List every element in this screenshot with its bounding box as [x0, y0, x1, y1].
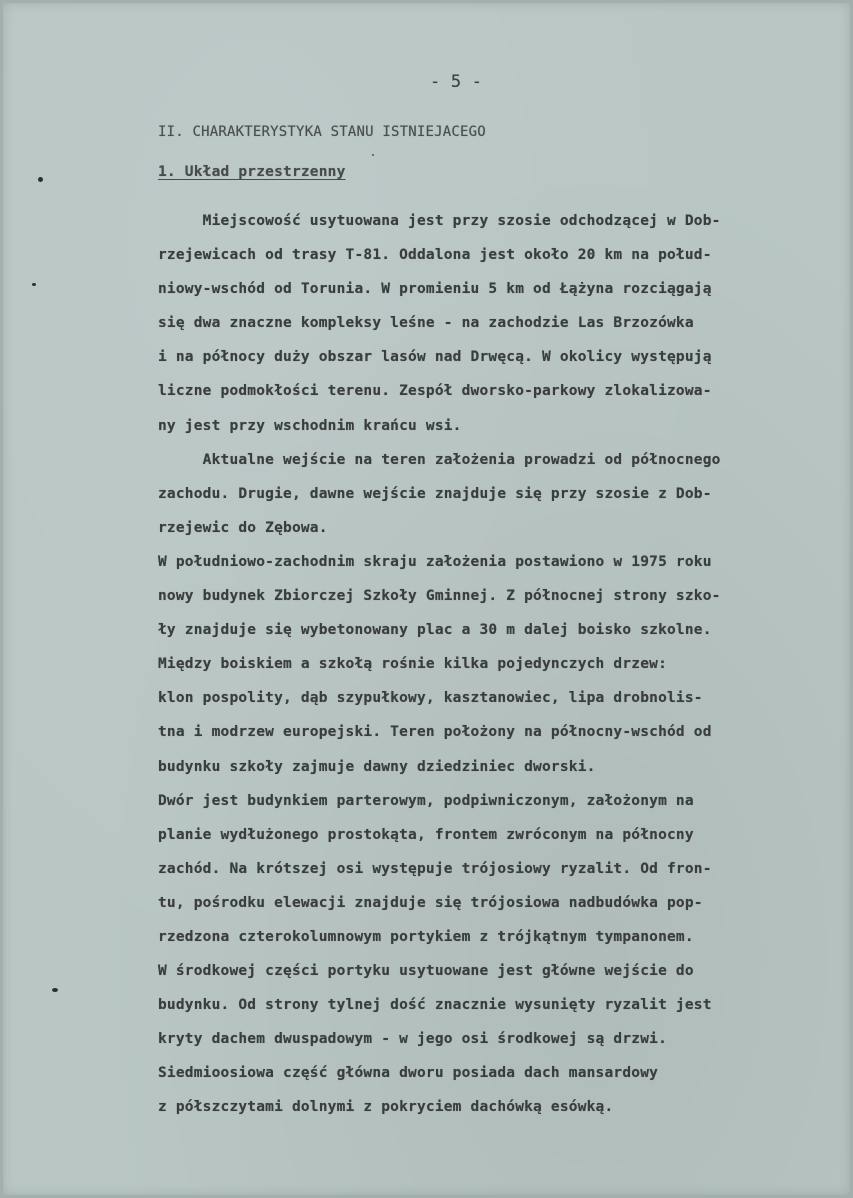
text-line: kryty dachem dwuspadowym - w jego osi środkowej są drzwi. [158, 1031, 667, 1048]
text-line: Aktualne wejście na teren założenia prowadzi od północnego [158, 451, 721, 468]
text-line: rzedzona czterokolumnowym portykiem z trójkątnym tympanonem. [158, 928, 694, 945]
text-line: tu, pośrodku elewacji znajduje się trójosiowa nadbudówka pop- [158, 894, 703, 911]
text-line: W środkowej części portyku usytuowane jest główne wejście do [158, 963, 694, 980]
margin-mark [52, 988, 58, 992]
section-title: II. CHARAKTERYSTYKA STANU ISTNIEJACEGO [158, 124, 486, 140]
text-line: Między boiskiem a szkołą rośnie kilka pojedynczych drzew: [158, 656, 667, 673]
text-line: ny jest przy wschodnim krańcu wsi. [158, 417, 462, 434]
margin-mark [38, 177, 43, 182]
text-line: ły znajduje się wybetonowany plac a 30 m dalej boisko szkolne. [158, 622, 712, 639]
text-line: rzejewic do Zębowa. [158, 519, 328, 536]
text-line: rzejewicach od trasy T-81. Oddalona jest około 20 km na połud- [158, 247, 712, 264]
text-line: zachodu. Drugie, dawne wejście znajduje się przy szosie z Dob- [158, 485, 712, 502]
text-line: z półszczytami dolnymi z pokryciem dachówką esówką. [158, 1099, 614, 1116]
page-number: - 5 - [430, 72, 483, 92]
text-line: zachód. Na krótszej osi występuje trójosiowy ryzalit. Od fron- [158, 860, 712, 877]
text-line: budynku. Od strony tylnej dość znacznie wysunięty ryzalit jest [158, 997, 712, 1014]
text-line: i na północy duży obszar lasów nad Drwęcą. W okolicy występują [158, 349, 712, 366]
margin-mark [32, 283, 36, 286]
text-line: się dwa znaczne kompleksy leśne - na zachodzie Las Brzozówka [158, 315, 694, 332]
text-line: nowy budynek Zbiorczej Szkoły Gminnej. Z północnej strony szko- [158, 588, 721, 605]
text-line: klon pospolity, dąb szypułkowy, kasztanowiec, lipa drobnolis- [158, 690, 703, 707]
text-line: planie wydłużonego prostokąta, frontem zwróconym na północny [158, 826, 694, 843]
text-line: liczne podmokłości terenu. Zespół dworsko-parkowy zlokalizowa- [158, 383, 712, 400]
text-line: tna i modrzew europejski. Teren położony na północny-wschód od [158, 724, 712, 741]
text-line: Miejscowość usytuowana jest przy szosie odchodzącej w Dob- [158, 213, 721, 229]
text-line: W południowo-zachodnim skraju założenia postawiono w 1975 roku [158, 553, 712, 570]
text-line: budynku szkoły zajmuje dawny dziedziniec dworski. [158, 758, 596, 775]
ink-speck [372, 154, 374, 156]
text-line: niowy-wschód od Torunia. W promieniu 5 km od Łążyna rozciągają [158, 281, 712, 298]
body-text [158, 204, 818, 1125]
text-line: Siedmioosiowa część główna dworu posiada dach mansardowy [158, 1065, 659, 1082]
text-line: Dwór jest budynkiem parterowym, podpiwniczonym, założonym na [158, 792, 694, 809]
subsection-title: 1. Układ przestrzenny [158, 164, 346, 180]
